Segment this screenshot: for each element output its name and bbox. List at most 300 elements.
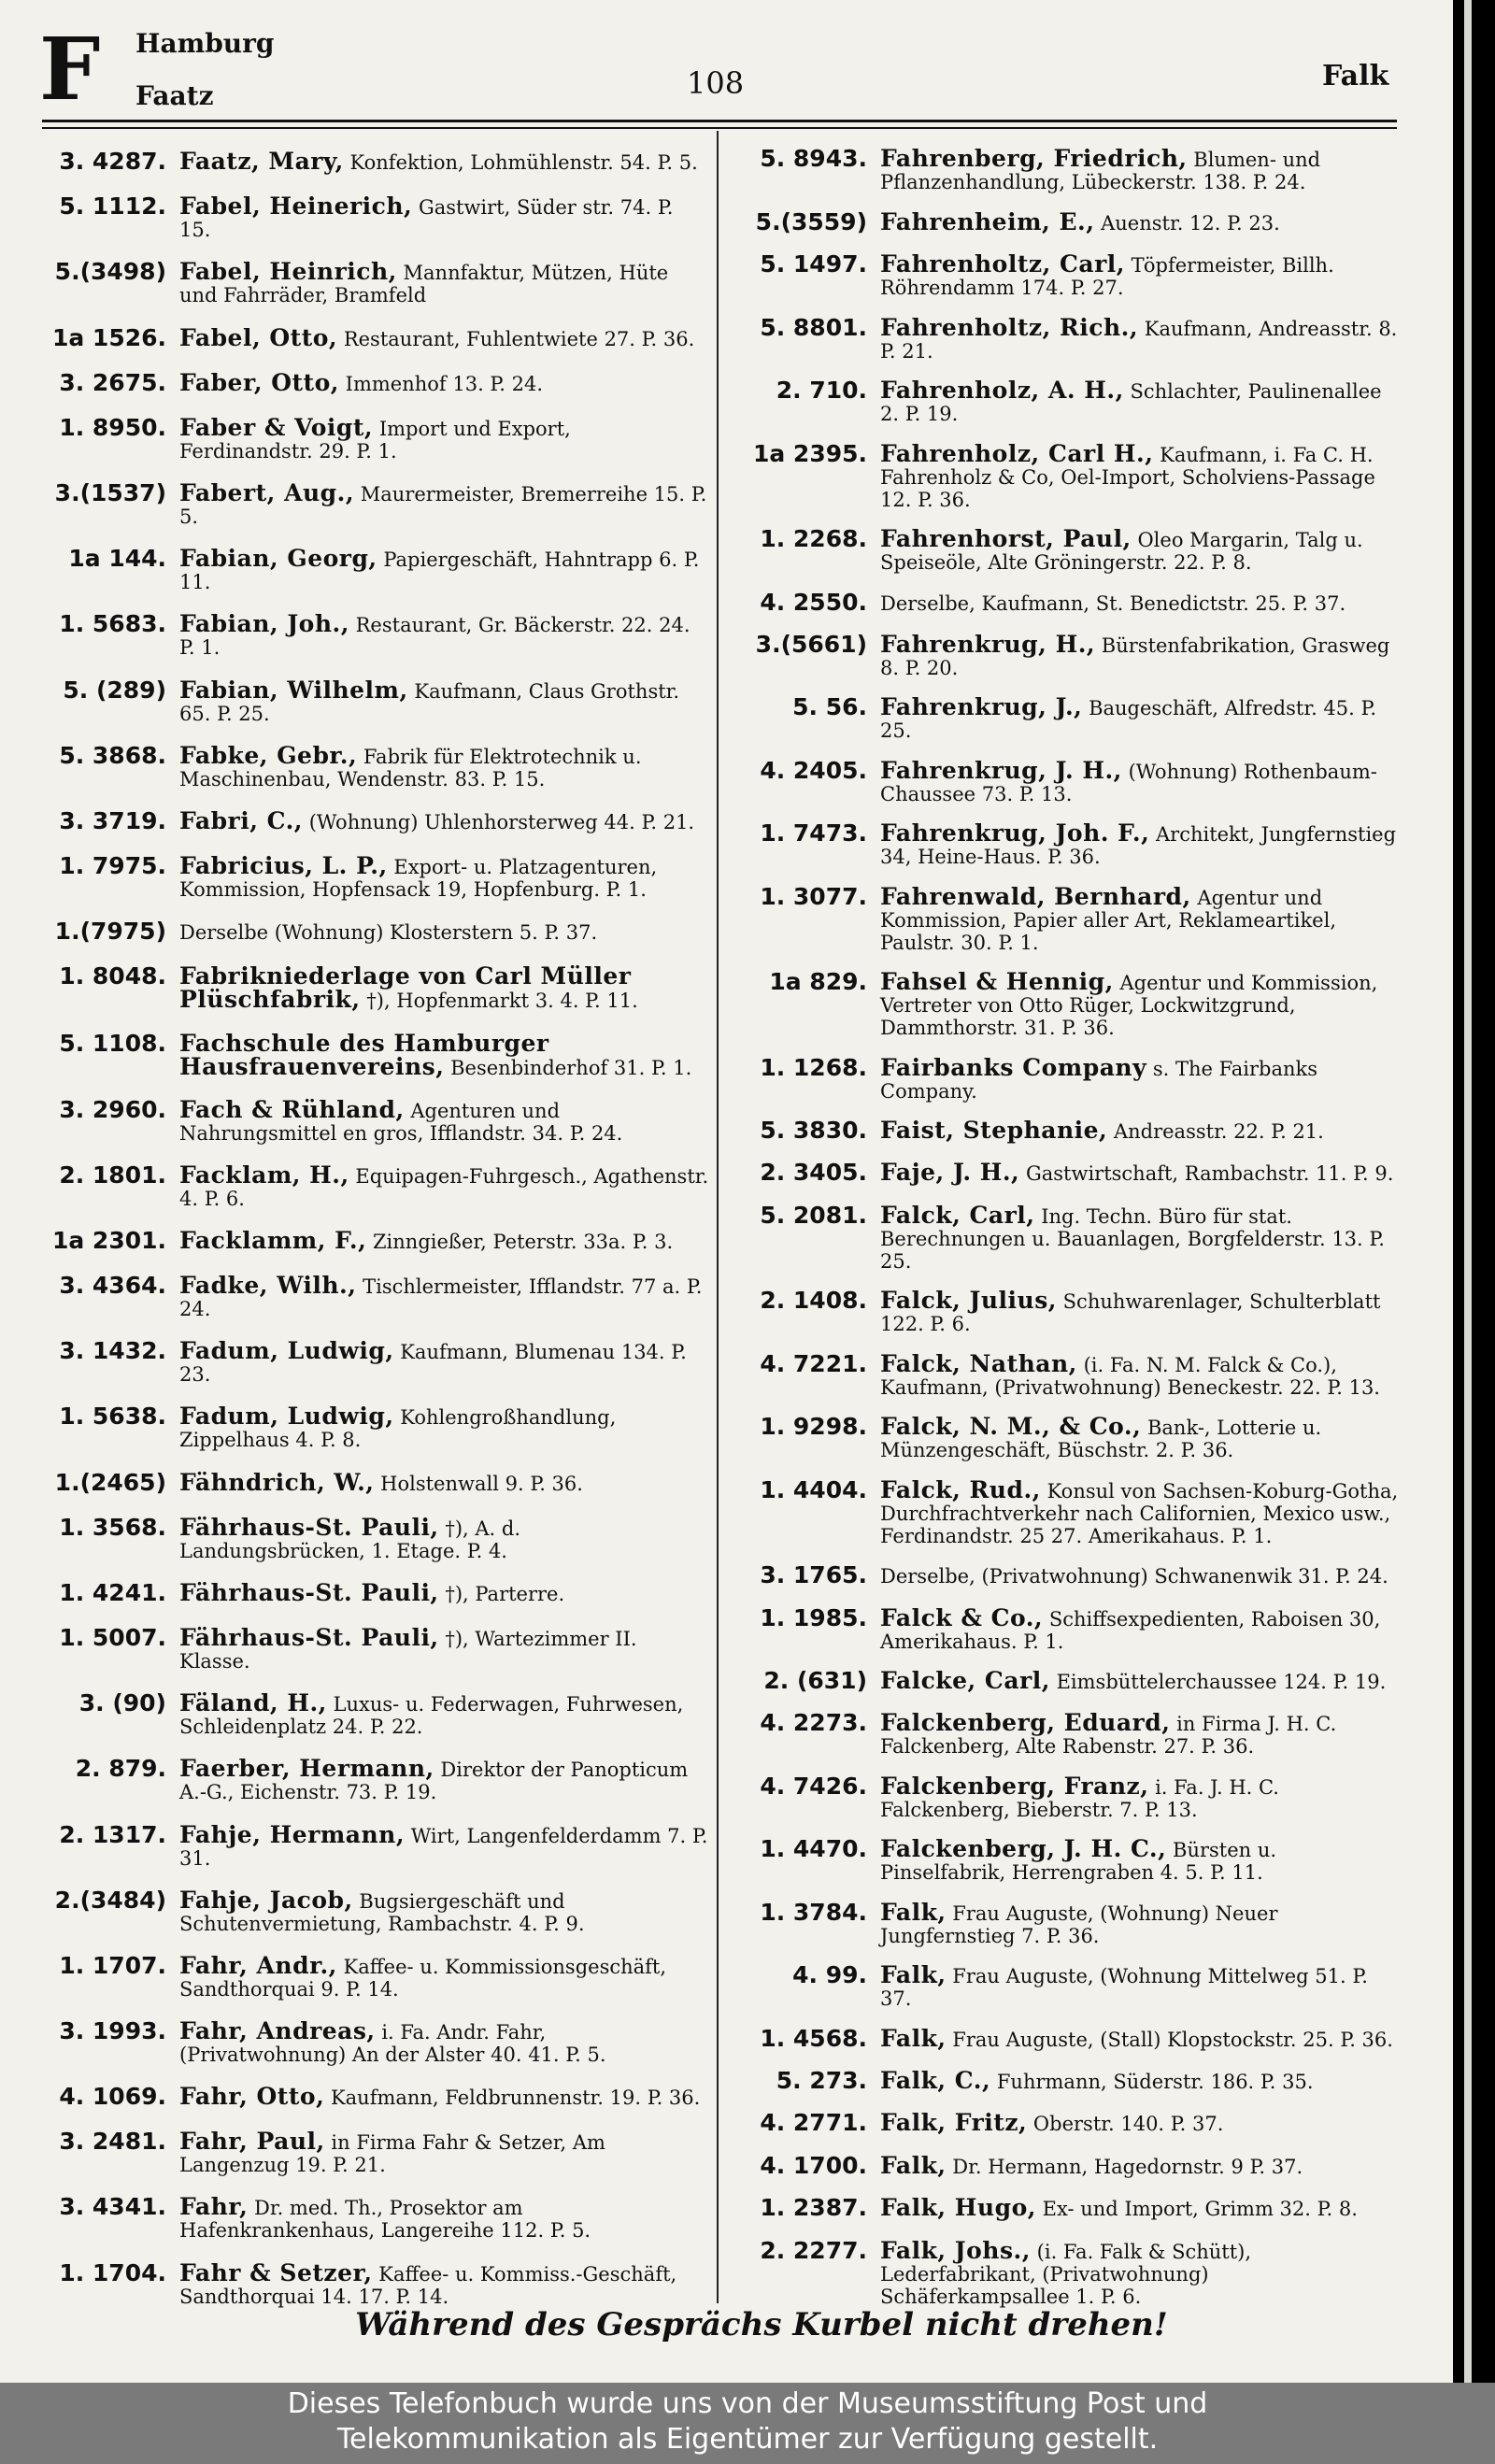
phone-number: 3. 1993. [59, 2017, 166, 2044]
caption-line-2: Telekommunikation als Eigentümer zur Verfügung gestellt. [336, 2423, 1159, 2456]
entry-text [880, 145, 1400, 193]
subscriber-detail: Kaufmann, i. Fa C. H. Fahrenholz & Co, Oel-Import, Scholviens-Passage 12. P. 36. [880, 443, 1375, 511]
subscriber-name: Fabke, Gebr., [179, 741, 358, 769]
entry-text [179, 852, 710, 901]
entry-text [179, 1096, 710, 1145]
subscriber-name: Fährhaus-St. Pauli, [179, 1578, 439, 1606]
subscriber-name: Fadum, Ludwig, [179, 1403, 394, 1431]
directory-entry [746, 1145, 1400, 1187]
directory-entry [746, 1187, 1400, 1272]
subscriber-name: Facklamm, F., [179, 1226, 367, 1254]
subscriber-detail: †), Parterre. [445, 1582, 565, 1605]
phone-number: 4. 2771. [760, 2109, 867, 2137]
subscriber-detail: Tischlermeister, Ifflandstr. 77 a. P. 24. [179, 1275, 703, 1321]
subscriber-detail: Luxus- u. Federwagen, Fuhrwesen, Schleidenplatz 24. P. 22. [179, 1693, 684, 1739]
subscriber-name: Faje, J. H., [880, 1159, 1020, 1187]
directory-entry [746, 2095, 1400, 2137]
subscriber-name: Fabel, Heinrich, [179, 258, 397, 286]
subscriber-name: Falck, Carl, [880, 1201, 1035, 1229]
phone-number: 4. 1069. [59, 2083, 166, 2111]
subscriber-detail: Derselbe, (Privatwohnung) Schwanenwik 31. P. 24. [880, 1565, 1388, 1588]
directory-entry [45, 1673, 710, 1738]
entry-text [880, 1413, 1400, 1461]
subscriber-detail: Schlachter, Paulinenallee 2. P. 19. [880, 380, 1382, 426]
directory-entry [746, 1273, 1400, 1335]
directory-entry [45, 1451, 710, 1496]
phone-number: 1. 1985. [760, 1603, 867, 1631]
subscriber-name: Fach & Rühland, [179, 1095, 405, 1123]
directory-entry [746, 679, 1400, 742]
phone-number: 5. 2081. [760, 1201, 867, 1229]
entry-text [880, 819, 1400, 868]
subscriber-name: Fahr, Otto, [179, 2083, 325, 2111]
subscriber-detail: Maurermeister, Bremerreihe 15. P. 5. [179, 483, 707, 529]
phone-number: 1. 4470. [760, 1835, 867, 1863]
subscriber-name: Facklam, H., [179, 1161, 349, 1189]
caption [0, 2383, 1495, 2464]
phone-number: 2. 710. [776, 377, 867, 405]
phone-number: 3.(5661) [755, 630, 867, 658]
directory-entry [45, 946, 710, 1012]
subscriber-detail: (i. Fa. Falk & Schütt), Lederfabrikant, (Privatwohnung) Schäferkampsallee 1. P. 6. [880, 2240, 1252, 2308]
directory-entry [746, 193, 1400, 235]
entry-text [880, 250, 1400, 299]
subscriber-detail: Kaffee- u. Kommiss.-Geschäft, Sandthorquai 14. 17. P. 14. [179, 2262, 677, 2308]
subscriber-name: Fabian, Joh., [179, 610, 349, 638]
entry-text [179, 1952, 710, 2001]
subscriber-name: Faber, Otto, [179, 368, 339, 396]
subscriber-detail: Konfektion, Lohmühlenstr. 54. P. 5. [349, 151, 698, 175]
subscriber-name: Fährhaus-St. Pauli, [179, 1624, 439, 1652]
subscriber-detail: Frau Auguste, (Wohnung Mittelweg 51. P. 37. [880, 1965, 1368, 2011]
entry-text [179, 1272, 710, 1320]
entry-text [880, 2067, 1400, 2093]
subscriber-name: Fabri, C., [179, 806, 304, 834]
entry-text [880, 314, 1400, 363]
entry-text [179, 1403, 710, 1451]
entry-text [179, 807, 710, 833]
directory-entry [746, 2222, 1400, 2307]
phone-number: 1. 2387. [760, 2194, 867, 2222]
phone-number: 2. 1408. [760, 1287, 867, 1315]
entry-text [880, 1667, 1400, 1693]
subscriber-detail: i. Fa. Andr. Fahr, (Privatwohnung) An der Alster 40. 41. P. 5. [179, 2021, 606, 2066]
subscriber-detail: in Firma Fahr & Setzer, Am Langenzug 19. P. 21. [179, 2131, 605, 2177]
subscriber-detail: Import und Export, Ferdinandstr. 29. P. 1. [179, 417, 571, 463]
subscriber-detail: Restaurant, Gr. Bäckerstr. 22. 24. P. 1. [179, 614, 691, 660]
subscriber-name: Fahr, Andreas, [179, 2017, 376, 2044]
scan-edge [1453, 0, 1495, 2383]
phone-number: 1a 2301. [51, 1226, 166, 1254]
directory-entry [45, 1870, 710, 1935]
subscriber-name: Fahr, Paul, [179, 2128, 325, 2156]
subscriber-detail: Dr. Hermann, Hagedornstr. 9 P. 37. [952, 2155, 1303, 2178]
phone-number: 2. (631) [763, 1666, 867, 1694]
subscriber-detail: Kohlengroßhandlung, Zippelhaus 4. P. 8. [179, 1406, 617, 1452]
subscriber-name: Fadum, Ludwig, [179, 1337, 394, 1365]
entry-text [179, 2083, 710, 2109]
phone-number: 4. 2273. [760, 1709, 867, 1737]
phone-number: 2. 1801. [59, 1161, 166, 1189]
entry-text [179, 479, 710, 528]
directory-entry [45, 306, 710, 351]
directory-entry [45, 1562, 710, 1607]
entry-text [880, 1350, 1400, 1399]
phone-number: 3. (90) [78, 1689, 166, 1717]
right-keyword: Falk [1322, 60, 1389, 93]
subscriber-detail: †), Hopfenmarkt 3. 4. P. 11. [366, 990, 638, 1013]
subscriber-detail: Blumen- und Pflanzenhandlung, Lübeckerstr. 138. P. 24. [880, 149, 1321, 194]
subscriber-detail: Wirt, Langenfelderdamm 7. P. 31. [179, 1824, 708, 1870]
directory-entry [45, 790, 710, 835]
subscriber-detail: Oberstr. 140. P. 37. [1032, 2113, 1224, 2136]
header-rule [42, 120, 1397, 122]
entry-text [880, 1835, 1400, 1884]
entry-text [880, 1709, 1400, 1758]
directory-entry [45, 1935, 710, 2001]
page-number: 108 [687, 65, 745, 101]
phone-number: 1. 3568. [59, 1513, 166, 1541]
entry-text [179, 258, 710, 306]
entry-text [179, 1689, 710, 1738]
entry-text [179, 1887, 710, 1935]
phone-number: 1. 5638. [59, 1403, 166, 1431]
phone-number: 1. 1704. [59, 2258, 166, 2286]
directory-entry [45, 2001, 710, 2066]
directory-entry [45, 835, 710, 901]
directory-entry [746, 1821, 1400, 1884]
phone-number: 1a 2395. [752, 439, 867, 467]
subscriber-name: Fadke, Wilh., [179, 1272, 357, 1300]
subscriber-name: Fahrenheim, E., [880, 207, 1095, 235]
phone-number: 1. 8048. [59, 962, 166, 990]
phone-number: 5. (289) [63, 676, 166, 704]
subscriber-name: Faber & Voigt, [179, 413, 374, 441]
phone-number: 5. 1108. [59, 1029, 166, 1057]
directory-entry [45, 1738, 710, 1803]
entry-text [880, 883, 1400, 954]
section-letter: F [39, 19, 101, 120]
subscriber-detail: in Firma J. H. C. Falckenberg, Alte Rabenstr. 27. P. 36. [880, 1713, 1337, 1759]
entry-text [179, 1227, 710, 1253]
subscriber-name: Falk, Fritz, [880, 2109, 1028, 2137]
directory-entry [45, 1607, 710, 1673]
subscriber-name: Falckenberg, Franz, [880, 1772, 1149, 1800]
directory-entry [45, 241, 710, 306]
subscriber-detail: Kaffee- u. Kommissionsgeschäft, Sandthorquai 9. P. 14. [179, 1955, 667, 2001]
phone-number: 5. 56. [792, 693, 867, 721]
phone-number: 5. 3868. [59, 741, 166, 769]
directory-entry [746, 363, 1400, 425]
phone-number: 3. 4364. [59, 1272, 166, 1300]
subscriber-detail: Frau Auguste, (Wohnung) Neuer Jungfernstieg 7. P. 36. [880, 1901, 1278, 1947]
entry-text [179, 1624, 710, 1673]
subscriber-detail: Kaufmann, Feldbrunnenstr. 19. P. 36. [330, 2087, 701, 2110]
subscriber-detail: Papiergeschäft, Hahntrapp 6. P. 11. [179, 548, 700, 594]
phone-number: 4. 1700. [760, 2151, 867, 2179]
directory-entry [45, 1255, 710, 1320]
directory-entry [45, 2176, 710, 2242]
subscriber-detail: Bank-, Lotterie u. Münzengeschäft, Büschstr. 2. P. 36. [880, 1417, 1322, 1462]
phone-number: 5.(3559) [755, 207, 867, 235]
subscriber-name: Falk, [880, 1961, 947, 1989]
subscriber-detail: †), Wartezimmer II. Klasse. [179, 1628, 637, 1674]
directory-entry [45, 176, 710, 241]
subscriber-detail: Export- u. Platzagenturen, Kommission, Hopfensack 19, Hopfenburg. P. 1. [179, 856, 658, 902]
subscriber-detail: Agenturen und Nahrungsmittel en gros, Ifflandstr. 34. P. 24. [179, 1099, 623, 1145]
directory-entry [746, 2137, 1400, 2179]
subscriber-detail: Derselbe (Wohnung) Klosterstern 5. P. 37. [179, 921, 598, 945]
subscriber-detail: Fuhrmann, Süderstr. 186. P. 35. [996, 2071, 1314, 2093]
phone-number: 4. 2550. [760, 588, 867, 616]
directory-entry [45, 1386, 710, 1451]
directory-entry [45, 901, 710, 946]
directory-entry [746, 617, 1400, 679]
subscriber-detail: Dr. med. Th., Prosektor am Hafenkrankenhaus, Langereihe 112. P. 5. [179, 2197, 591, 2243]
phone-number: 2. 2277. [760, 2236, 867, 2264]
phone-number: 1. 4241. [59, 1578, 166, 1606]
subscriber-name: Fährhaus-St. Pauli, [179, 1513, 439, 1541]
subscriber-detail: Derselbe, Kaufmann, St. Benedictstr. 25. P. 37. [880, 591, 1346, 615]
phone-number: 3. 4287. [59, 148, 166, 176]
city-heading: Hamburg [135, 28, 275, 59]
phone-number: 1. 4568. [760, 2024, 867, 2052]
header-rule-2 [42, 127, 1397, 129]
directory-entry [746, 1653, 1400, 1695]
directory-entry [746, 2053, 1400, 2095]
entry-text [880, 2025, 1400, 2051]
subscriber-name: Fahje, Jacob, [179, 1886, 353, 1914]
subscriber-name: Fahr, Andr., [179, 1951, 337, 1979]
directory-entry [746, 1039, 1400, 1102]
subscriber-detail: Restaurant, Fuhlentwiete 27. P. 36. [343, 327, 695, 350]
phone-number: 5. 3830. [760, 1117, 867, 1144]
entry-text [880, 1117, 1400, 1143]
directory-entry [746, 1103, 1400, 1145]
entry-text [179, 1755, 710, 1803]
subscriber-detail: Ex- und Import, Grimm 32. P. 8. [1042, 2198, 1358, 2221]
phone-number: 1. 9298. [760, 1413, 867, 1441]
phone-number: 1. 5007. [59, 1624, 166, 1652]
directory-entry [746, 2010, 1400, 2052]
entry-text [880, 208, 1400, 235]
entry-text [179, 1469, 710, 1495]
subscriber-detail: Frau Auguste, (Stall) Klopstockstr. 25. P. 36. [952, 2028, 1393, 2051]
entry-text [179, 414, 710, 463]
subscriber-name: Fabert, Aug., [179, 479, 355, 507]
subscriber-name: Fabian, Wilhelm, [179, 676, 408, 704]
subscriber-name: Fahsel & Hennig, [880, 968, 1114, 996]
entry-text [179, 1579, 710, 1605]
entry-text [179, 2128, 710, 2176]
phone-number: 1.(7975) [54, 918, 166, 946]
phone-number: 1. 4404. [760, 1475, 867, 1503]
phone-number: 2.(3484) [54, 1886, 166, 1914]
subscriber-name: Fahrenholtz, Rich., [880, 313, 1139, 341]
subscriber-name: Falk, C., [880, 2067, 991, 2094]
subscriber-detail: Bürsten u. Pinselfabrik, Herrengraben 4. 5. P. 11. [880, 1839, 1277, 1885]
left-column [45, 131, 710, 2308]
subscriber-name: Fabel, Otto, [179, 323, 338, 351]
subscriber-name: Falck & Co., [880, 1603, 1044, 1631]
subscriber-name: Falk, Johs., [880, 2236, 1031, 2264]
phone-number: 1a 144. [68, 545, 166, 573]
subscriber-detail: Baugeschäft, Alfredstr. 45. P. 25. [880, 697, 1377, 743]
subscriber-detail: i. Fa. J. H. C. Falckenberg, Bieberstr. 7. P. 13. [880, 1775, 1279, 1821]
subscriber-name: Fairbanks Company [880, 1053, 1147, 1081]
subscriber-detail: Konsul von Sachsen-Koburg-Gotha, Durchfrachtverkehr nach Californien, Mexico usw., Ferdinandstr. 25 27. Amerikahaus. P. 1. [880, 1479, 1399, 1547]
subscriber-name: Fahje, Hermann, [179, 1820, 406, 1848]
subscriber-detail: (i. Fa. N. M. Falck & Co.), Kaufmann, (Privatwohnung) Beneckestr. 22. P. 13. [880, 1353, 1380, 1399]
subscriber-name: Fahrenkrug, H., [880, 630, 1096, 658]
subscriber-name: Fahrenholtz, Carl, [880, 250, 1125, 278]
subscriber-detail: Oleo Margarin, Talg u. Speiseöle, Alte Gröningerstr. 22. P. 8. [880, 529, 1363, 575]
phone-number: 3.(1537) [54, 479, 166, 507]
subscriber-detail: Bürstenfabrikation, Grasweg 8. P. 20. [880, 634, 1390, 679]
phone-number: 3. 3719. [59, 806, 166, 834]
caption-line-1: Dieses Telefonbuch wurde uns von der Museumsstiftung Post und [287, 2387, 1208, 2420]
entry-text [179, 148, 710, 174]
directory-entry [45, 1012, 710, 1078]
subscriber-name: Fabricius, L. P., [179, 852, 388, 880]
subscriber-detail: Holstenwall 9. P. 36. [380, 1472, 583, 1495]
phone-number: 1. 1707. [59, 1951, 166, 1979]
subscriber-name: Fachschule des Hamburger Hausfrauenvereins, [179, 1029, 549, 1080]
directory-entry [746, 2180, 1400, 2222]
directory-entry [746, 425, 1400, 510]
subscriber-name: Fäland, H., [179, 1689, 327, 1717]
subscriber-detail: (Wohnung) Uhlenhorsterweg 44. P. 21. [308, 810, 695, 833]
entry-text [880, 1476, 1400, 1547]
column-divider [717, 131, 719, 2303]
subscriber-detail: Kaufmann, Claus Grothstr. 65. P. 25. [179, 679, 680, 725]
entry-text [179, 369, 710, 395]
directory-entry [746, 299, 1400, 362]
directory-entry [746, 805, 1400, 868]
directory-entry [746, 1461, 1400, 1546]
directory-entry [746, 954, 1400, 1039]
subscriber-name: Fahrenholz, Carl H., [880, 439, 1154, 467]
phone-number: 2. 3405. [760, 1159, 867, 1187]
entry-text [179, 324, 710, 350]
subscriber-name: Faist, Stephanie, [880, 1117, 1108, 1144]
entry-text [880, 1287, 1400, 1335]
entry-text [880, 1561, 1400, 1588]
entry-text [179, 918, 710, 944]
directory-entry [45, 1803, 710, 1869]
directory-entry [45, 2111, 710, 2176]
subscriber-detail: †), A. d. Landungsbrücken, 1. Etage. P. 4. [179, 1517, 521, 1562]
directory-entry [45, 1320, 710, 1386]
subscriber-name: Fabian, Georg, [179, 545, 377, 573]
left-keyword: Faatz [135, 80, 214, 111]
subscriber-name: Fahrenkrug, Joh. F., [880, 819, 1150, 847]
subscriber-detail: Besenbinderhof 31. P. 1. [450, 1056, 692, 1079]
entry-text [880, 2194, 1400, 2220]
directory-entry [45, 659, 710, 724]
subscriber-detail: Andreasstr. 22. P. 21. [1113, 1120, 1324, 1143]
phone-number: 4. 7221. [760, 1349, 867, 1377]
directory-entry [45, 1210, 710, 1255]
entry-text [179, 2193, 710, 2242]
subscriber-detail: Kaufmann, Andreasstr. 8. P. 21. [880, 317, 1398, 363]
directory-entry [45, 352, 710, 397]
phone-number: 1.(2465) [54, 1468, 166, 1496]
subscriber-detail: Kaufmann, Blumenau 134. P. 23. [179, 1341, 687, 1387]
subscriber-name: Fahrenkrug, J. H., [880, 756, 1122, 784]
phone-number: 1. 7473. [760, 819, 867, 847]
entry-text [880, 1773, 1400, 1821]
entry-text [179, 192, 710, 241]
subscriber-detail: Agentur und Kommission, Vertreter von Otto Rüger, Lockwitzgrund, Dammthorstr. 31. P. 36. [880, 972, 1378, 1040]
subscriber-detail: Schiffsexpedienten, Raboisen 30, Amerikahaus. P. 1. [880, 1607, 1381, 1653]
entry-text [179, 1161, 710, 1210]
subscriber-name: Fahrenwald, Bernhard, [880, 882, 1191, 910]
subscriber-detail: Eimsbüttelerchaussee 124. P. 19. [1056, 1670, 1387, 1693]
phone-number: 3. 2960. [59, 1095, 166, 1123]
directory-entry [45, 463, 710, 528]
subscriber-detail: Fabrik für Elektrotechnik u. Maschinenbau, Wendenstr. 83. P. 15. [179, 745, 642, 790]
directory-entry [45, 131, 710, 176]
entry-text [179, 2017, 710, 2066]
subscriber-name: Fahrenhorst, Paul, [880, 525, 1132, 553]
subscriber-detail: Ing. Techn. Büro für stat. Berechnungen u. Bauanlagen, Borgfelderstr. 13. P. 25. [880, 1204, 1385, 1273]
entry-text [880, 1054, 1400, 1103]
phone-number: 1. 3077. [760, 882, 867, 910]
phone-number: 3. 2481. [59, 2128, 166, 2156]
subscriber-name: Falk, Hugo, [880, 2194, 1036, 2222]
phone-number: 3. 2675. [59, 368, 166, 396]
directory-entry [746, 1758, 1400, 1820]
phone-number: 1. 8950. [59, 413, 166, 441]
right-column [746, 131, 1400, 2308]
subscriber-name: Fabrikniederlage von Carl Müller Plüschfabrik, [179, 962, 632, 1014]
directory-entry [45, 2066, 710, 2111]
subscriber-name: Falcke, Carl, [880, 1666, 1050, 1694]
directory-entry [45, 1497, 710, 1562]
directory-entry [45, 397, 710, 463]
directory-entry [746, 1695, 1400, 1758]
directory-entry [45, 528, 710, 593]
entry-text [179, 545, 710, 593]
subscriber-name: Falckenberg, J. H. C., [880, 1835, 1167, 1863]
entry-text [880, 1899, 1400, 1947]
entry-text [880, 1159, 1400, 1185]
directory-entry [746, 236, 1400, 299]
entry-text [179, 1030, 710, 1079]
entry-text [880, 377, 1400, 425]
directory-entry [45, 593, 710, 659]
subscriber-detail: Equipagen-Fuhrgesch., Agathenstr. 4. P. 6. [179, 1164, 709, 1210]
entry-text [880, 589, 1400, 615]
subscriber-name: Fahr & Setzer, [179, 2258, 373, 2286]
subscriber-detail: Schuhwarenlager, Schulterblatt 122. P. 6. [880, 1290, 1381, 1336]
directory-entry [746, 574, 1400, 616]
subscriber-name: Falckenberg, Eduard, [880, 1709, 1171, 1737]
phone-number: 5. 8801. [760, 313, 867, 341]
entry-text [880, 1202, 1400, 1273]
phone-number: 4. 7426. [760, 1772, 867, 1800]
entry-text [880, 1604, 1400, 1653]
subscriber-name: Fähndrich, W., [179, 1468, 375, 1496]
phone-number: 1. 3784. [760, 1898, 867, 1926]
subscriber-name: Fahrenberg, Friedrich, [880, 145, 1188, 173]
subscriber-detail: Gastwirtschaft, Rambachstr. 11. P. 9. [1025, 1162, 1394, 1186]
phone-number: 5. 1112. [59, 192, 166, 221]
subscriber-name: Fahrenkrug, J., [880, 693, 1083, 721]
subscriber-name: Falk, [880, 2151, 947, 2179]
entry-text [880, 968, 1400, 1039]
